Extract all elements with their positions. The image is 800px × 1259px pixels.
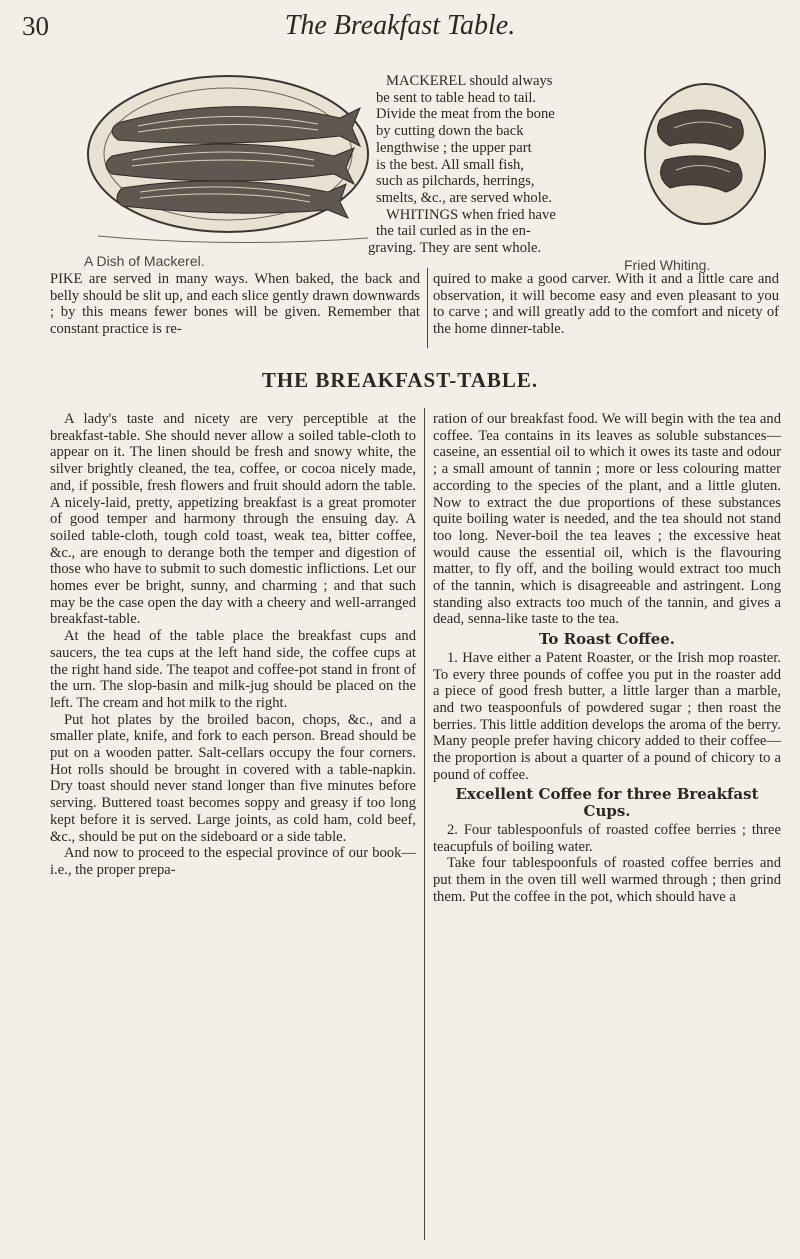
intro-wrap-text [368,73,638,257]
recipe-heading: To Roast Coffee. [538,630,676,649]
paragraph: A lady's taste and nicety are very perceptible at the breakfast-table. She should never allow a soiled table-cloth to appear on it. The linen should be fresh and snowy white, the silver brightly cleaned, the tea, coffee, or cocoa nicely made, and, if possible, fresh flowers and fruit should adorn the table. A nicely-laid, pretty, appetizing breakfast is a great promoter of good temper and harmony through the ensuing day. A soiled table-cloth, tough cold toast, weak tea, bitter coffee, &c., are enough to derange both the temper and digestion of those who have to submit to such domestic inflictions. Let our homes ever be bright, sunny, and charming ; and that such may be the case open the day with a cheery and well-arranged breakfast-table. [50,411,416,628]
section-heading: THE BREAKFAST-TABLE. [261,368,539,392]
intro-line: by cutting down the back [376,123,524,140]
intro-line: WHITINGS when fried have [386,206,556,223]
column-divider [427,268,428,348]
mackerel-dish-illustration [78,68,378,253]
intro-line: is the best. All small fish, [376,156,524,173]
paragraph: At the head of the table place the breakfast cups and saucers, the tea cups at the left hand side, the coffee cups at the right hand side. The teapot and coffee-pot stand in front of the urn. The slop-basin and milk-jug should be placed on the left. The cream and hot milk to the right. [50,628,416,711]
right-column [433,411,781,905]
whiting-caption: Fried Whiting. [624,257,711,273]
paragraph: And now to proceed to the especial province of our book—i.e., the proper prepa- [50,845,416,878]
paragraph: 1. Have either a Patent Roaster, or the Irish mop roaster. To every three pounds of coffee you put in the roaster add a piece of good fresh butter, a little larger than a marble, and two teaspoonfuls of powdered sugar ; then roast the berries. This little addition develops the aroma of the berry. Many people prefer having chicory added to their coffee—the proportion is about a quarter of a pound of chicory to a pound of coffee. [433,649,781,783]
page-number: 30 [22,11,49,41]
intro-line: graving. They are sent whole. [368,240,542,257]
intro-line: be sent to table head to tail. [376,89,537,106]
mackerel-caption: A Dish of Mackerel. [84,253,205,269]
intro-line: Divide the meat from the bone [376,106,555,123]
carver-paragraph: quired to make a good carver. With it and a little care and observation, it will become easy and even pleasant to you to carve ; and will greatly add to the comfort and nicety of the home dinner-table. [433,271,779,338]
left-column [50,411,416,879]
intro-line: such as pilchards, herrings, [376,173,535,190]
running-title: The Breakfast Table. [284,10,516,41]
intro-pike-text [50,271,420,338]
column-divider [424,408,425,1240]
paragraph: Take four tablespoonfuls of roasted coffee berries and put them in the oven till well warmed through ; then grind them. Put the coffee in the pot, which should have a [433,855,781,905]
fried-whiting-illustration [640,80,770,228]
paragraph: Put hot plates by the broiled bacon, chops, &c., and a smaller plate, knife, and fork to each person. Bread should be put on a wooden patter. Salt-cellars occupy the four corners. Hot rolls should be brought in covered with a table-napkin. Dry toast should never stand longer than five minutes before serving. Buttered toast becomes soppy and greasy if too long kept before it is served. Large joints, as cold ham, cold beef, &c., should be put on the sideboard or a side table. [50,711,416,845]
paragraph: 2. Four tablespoonfuls of roasted coffee berries ; three teacupfuls of boiling water. [433,821,781,855]
recipe-heading: Excellent Coffee for three Breakfast Cups. [455,785,759,821]
paragraph: ration of our breakfast food. We will begin with the tea and coffee. Tea contains in its leaves as soluble substances—caseine, an essential oil to which it owes its taste and odour ; a small amount of tannin ; more or less colouring matter according to the species of the plant, and a little gluten. Now to extract the due proportions of these substances quite boiling water is needed, and the tea should not stand too long. Never-boil the tea leaves ; the excessive heat would cause the essential oil, which is the flavouring matter, to fly off, and the boiling would extract too much of the tannin, which is disagreeable and astringent. Long standing also extracts too much of the tannin, and gives a dead, senna-like taste to the tea. [433,411,781,628]
intro-line: smelts, &c., are served whole. [376,189,552,206]
intro-line: the tail curled as in the en- [376,223,531,240]
intro-line: MACKEREL should always [386,73,553,89]
intro-line: lengthwise ; the upper part [376,139,532,156]
intro-carver-text [433,271,779,338]
pike-paragraph: PIKE are served in many ways. When baked, the back and belly should be slit up, and each slice gently drawn downwards ; by this means fewer bones will be given. Remember that constant practice is re- [50,271,420,338]
